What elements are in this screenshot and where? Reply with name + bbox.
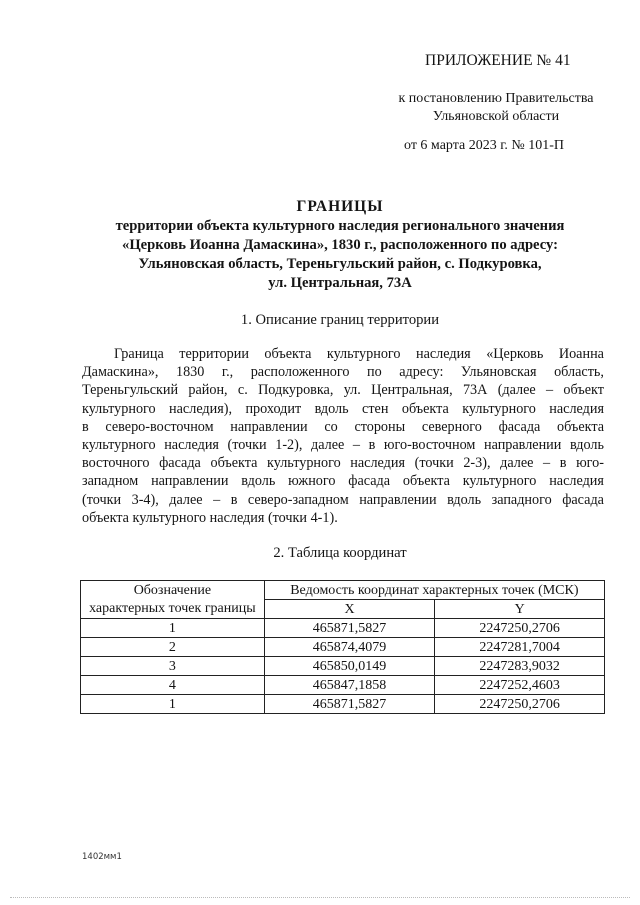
word: объекта (557, 418, 604, 435)
word: северного (421, 418, 482, 435)
table-row (81, 638, 605, 657)
word: направлении (359, 491, 437, 508)
paragraph-line (82, 454, 604, 472)
title-line: ул. Центральная, 73А (268, 275, 412, 291)
point-designation-header: характерных точек границы (81, 600, 265, 619)
word: (далее (497, 382, 536, 399)
word: вдоль (569, 437, 604, 454)
word: стороны (354, 418, 406, 435)
title-line: Ульяновская область, Тереньгульский район, с. Подкуровка, (138, 256, 542, 272)
word: фасада (348, 473, 391, 490)
word: область, (554, 364, 604, 381)
point-cell: 2 (81, 638, 265, 657)
word: в (82, 418, 89, 435)
word: объект (563, 382, 604, 399)
word: культурного (82, 400, 156, 417)
word: 1830 (175, 364, 205, 381)
title-main: ГРАНИЦЫ (296, 198, 384, 215)
word: направлении (484, 437, 562, 454)
word: с. (237, 382, 248, 399)
word: южного (288, 473, 336, 490)
word: Ульяновская (460, 364, 537, 381)
word: наследия (350, 455, 405, 472)
coordinates-header: Ведомость координат характерных точек (МСК) (264, 581, 604, 600)
resolution-date: от 6 марта 2023 г. № 101-П (404, 138, 565, 153)
y-cell: 2247250,2706 (435, 619, 605, 638)
word: в (368, 437, 376, 454)
word: северо-западном (247, 491, 349, 508)
x-cell: 465871,5827 (264, 695, 435, 714)
word: «Церковь (486, 346, 544, 362)
word: западного (491, 491, 552, 508)
word: в (559, 455, 567, 472)
word: территории (179, 346, 249, 362)
appendix-number: ПРИЛОЖЕНИЕ № 41 (425, 52, 571, 69)
word: по (366, 364, 382, 381)
table-header-row (81, 581, 605, 600)
word: наследия), (169, 400, 233, 417)
word: юго-восточном (383, 437, 476, 454)
paragraph-line (82, 400, 604, 418)
word: наследия (549, 473, 604, 490)
word: Тереньгульский (82, 382, 179, 399)
paragraph-line (82, 436, 604, 454)
word: расположенного (250, 364, 350, 381)
table-row (81, 676, 605, 695)
word: восточного (82, 455, 150, 472)
paragraph-line (82, 472, 604, 490)
word: далее (169, 491, 203, 508)
table-row (81, 695, 605, 714)
word: фасада (562, 491, 604, 508)
word: объекта (402, 473, 450, 490)
word: 73А (462, 382, 488, 399)
word: район, (188, 382, 228, 399)
word: далее (500, 455, 534, 472)
footer-code: 1402мм1 (82, 852, 122, 862)
paragraph-line (82, 345, 604, 363)
point-designation-header: Обозначение (81, 581, 265, 600)
point-cell: 3 (81, 657, 265, 676)
word: наследия (415, 346, 471, 362)
word: культурного (267, 455, 341, 472)
word: 3-4), (131, 491, 159, 508)
word: Подкуровка, (258, 382, 334, 399)
coordinates-table (80, 580, 605, 714)
point-cell: 1 (81, 619, 265, 638)
section1-heading: 1. Описание границ территории (240, 312, 440, 328)
word: направлении (151, 473, 229, 490)
word: наследия (164, 437, 219, 454)
word: – (213, 491, 221, 508)
point-cell: 1 (81, 695, 265, 714)
word: культурного (326, 346, 401, 362)
paragraph-line (82, 509, 604, 527)
word: объекта (210, 455, 258, 472)
y-header: Y (435, 600, 605, 619)
section2-heading: 2. Таблица координат (273, 545, 407, 561)
word: фасада (159, 455, 201, 472)
x-cell: 465871,5827 (264, 619, 435, 638)
document-title (60, 197, 620, 293)
table-row (81, 657, 605, 676)
word: стен (362, 400, 389, 417)
word: 1-2), (275, 437, 303, 454)
line-text: объекта культурного наследия (точки 4-1). (82, 509, 338, 526)
word: культурного (82, 437, 156, 454)
word: северо-восточном (105, 418, 214, 435)
paragraph-line (82, 491, 604, 509)
y-cell: 2247283,9032 (435, 657, 605, 676)
x-cell: 465850,0149 (264, 657, 435, 676)
word: ул. (343, 382, 361, 399)
resolution-line: к постановлению Правительства (398, 91, 594, 106)
resolution-line: Ульяновской области (432, 109, 560, 124)
word: культурного (462, 473, 537, 490)
word: далее (311, 437, 345, 454)
word: Дамаскина», (82, 364, 159, 381)
word: проходит (245, 400, 302, 417)
scan-edge-divider (10, 897, 630, 898)
word: западном (82, 473, 139, 490)
word: вдоль (314, 400, 349, 417)
table-row (81, 619, 605, 638)
x-header: X (264, 600, 435, 619)
word: направлении (230, 418, 308, 435)
word: – (543, 455, 551, 472)
word: Иоанна (558, 346, 604, 362)
y-cell: 2247281,7004 (435, 638, 605, 657)
word: (точки (82, 491, 122, 508)
y-cell: 2247250,2706 (435, 695, 605, 714)
title-line: «Церковь Иоанна Дамаскина», 1830 г., расположенного по адресу: (122, 237, 558, 253)
word: наследия (549, 400, 604, 417)
word: Граница (114, 346, 164, 362)
word: (точки (414, 455, 454, 472)
word: адресу: (399, 364, 444, 381)
word: – (546, 382, 554, 399)
paragraph-line (82, 363, 604, 381)
word: объекта (264, 346, 312, 362)
resolution-reference (380, 90, 612, 126)
y-cell: 2247252,4603 (435, 676, 605, 695)
word: (точки (227, 437, 267, 454)
word: фасада (498, 418, 541, 435)
word: Центральная, (371, 382, 453, 399)
word: – (352, 437, 361, 454)
point-cell: 4 (81, 676, 265, 695)
table-header-row (81, 600, 605, 619)
paragraph-line (82, 418, 604, 436)
x-cell: 465874,4079 (264, 638, 435, 657)
word: вдоль (241, 473, 276, 490)
word: объекта (401, 400, 449, 417)
x-cell: 465847,1858 (264, 676, 435, 695)
word: 2-3), (463, 455, 491, 472)
paragraph-line (82, 381, 604, 399)
word: со (324, 418, 338, 435)
word: вдоль (447, 491, 482, 508)
title-line: территории объекта культурного наследия регионального значения (115, 218, 565, 234)
word: в (230, 491, 238, 508)
word: юго- (576, 455, 604, 472)
word: культурного (462, 400, 536, 417)
word: г., (221, 364, 234, 381)
boundary-description (82, 345, 604, 527)
